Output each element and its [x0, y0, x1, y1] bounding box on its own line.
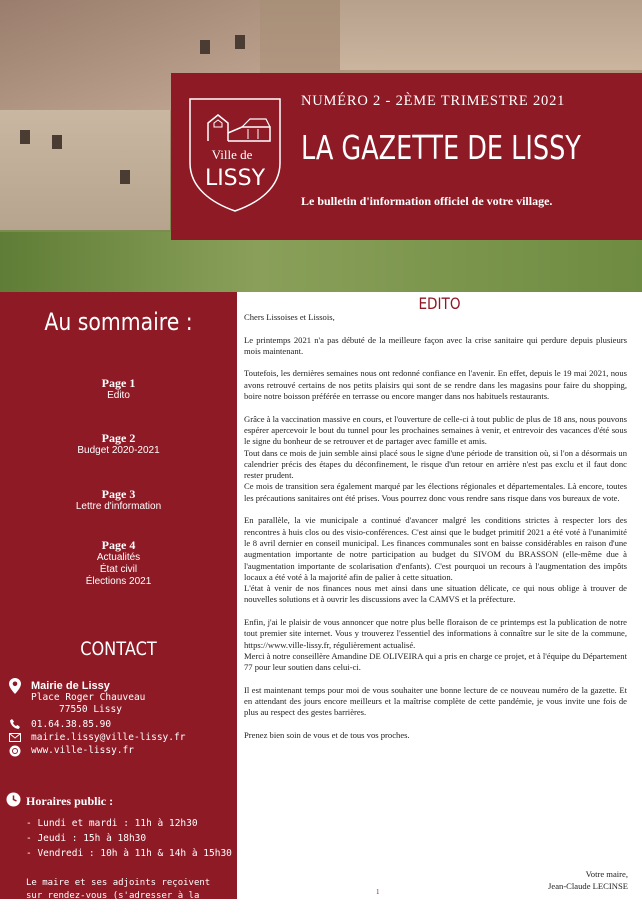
contact-title: CONTACT — [80, 638, 157, 660]
contact-email[interactable]: mairie.lissy@ville-lissy.fr — [31, 732, 186, 743]
photo-window — [200, 40, 210, 54]
toc-item: Actualités — [96, 552, 141, 563]
paragraph: L'état à venir de nos finances nous met ainsi dans une situation délicate, ce qui nous oblige à trouver de nouvelles solutions et à ouvrir les discussions avec la CAMVS et la préfecture. — [244, 583, 627, 605]
photo-wall — [0, 110, 170, 230]
appointment-note: Le maire et ses adjoints reçoivent sur rendez-vous (s'adresser à la secrétaire). — [26, 878, 211, 914]
greeting: Chers Lissoises et Lissois, — [244, 312, 335, 322]
gazette-title: LA GAZETTE DE LISSY — [301, 128, 581, 167]
village-logo — [186, 93, 284, 213]
address-line: 77550 Lissy — [59, 704, 122, 715]
paragraph: Prenez bien soin de vous et de tous vos proches. — [244, 729, 410, 740]
signature-line: Votre maire, — [585, 869, 628, 879]
gazette-subtitle: Le bulletin d'information officiel de votre village. — [301, 194, 553, 208]
toc-page: Page 4 — [101, 538, 136, 552]
paragraph: Le printemps 2021 n'a pas débuté de la meilleure façon avec la crise sanitaire qui perdure depuis plusieurs mois maintenant. — [244, 334, 627, 356]
paragraph: En parallèle, la vie municipale a continué d'avancer malgré les conditions strictes à respecter lors des rencontres à huis clos ou des visio-conférences. C'est ainsi que le budget primitif 2021 a été voté à l'unanimité le 8 avril dernier en conseil municipal. Les finances communales sont en baisse considérables en raison d'une augmentation importante de notre participation au budget du SIVOM du BRASSON (elle-même due à l'augmentation importante de scolarisation d'enfants). C'est pourquoi un recours à l'augmentation des impôts locaux a été voté à la majorité afin de palier à cette situation. — [244, 515, 627, 582]
toc-entry — [0, 431, 237, 457]
photo-window — [235, 35, 245, 49]
edito-article — [244, 312, 627, 753]
masthead — [171, 73, 642, 240]
photo-window — [20, 130, 30, 144]
hours-line: - Vendredi : 10h à 11h & 14h à 15h30 — [26, 848, 232, 859]
hours-line: - Jeudi : 15h à 18h30 — [26, 833, 147, 844]
toc-page: Page 1 — [101, 376, 136, 390]
toc-item: Élections 2021 — [85, 576, 152, 587]
globe-icon — [9, 745, 21, 757]
edito-title: EDITO — [418, 294, 461, 313]
paragraph: Enfin, j'ai le plaisir de vous annoncer que notre plus belle floraison de ce printemps est la publication de notre tout premier site internet. Vous y trouverez l'essentiel des informations à connaître sur le site de la commune, https://www.ville-lissy.fr, régulièrement actualisé. — [244, 617, 627, 650]
address-line: Place Roger Chauveau — [31, 692, 146, 703]
summary-title: Au sommaire : — [44, 308, 193, 336]
toc-entry — [0, 538, 237, 588]
clock-icon — [6, 792, 21, 807]
toc-entry — [0, 487, 237, 513]
issue-label: NUMÉRO 2 - 2ÈME TRIMESTRE 2021 — [301, 93, 566, 109]
logo-small-text: Ville de — [211, 147, 253, 162]
paragraph: Merci à notre conseillère Amandine DE OLIVEIRA qui a pris en charge ce projet, et à l'équipe du Département 77 pour leur soutien dans celui-ci. — [244, 650, 627, 673]
mail-icon — [9, 733, 21, 742]
paragraph: Grâce à la vaccination massive en cours, et l'ouverture de celle-ci à tout public de plus de 18 ans, nous pouvons espérer apercevoir le bout du tunnel pour les prochaines semaines à venir, et entrevoir des vacances d'été sous le signe du bonheur de se retrouver et de partager avec famille et amis. — [244, 413, 627, 447]
paragraph: Il est maintenant temps pour moi de vous souhaiter une bonne lecture de ce nouveau numéro de la gazette. Et en attendant des jours encore meilleurs et la maîtrise complète de cette pandémie, je vous invite une fois de plus au respect des gestes barrières. — [244, 684, 627, 718]
contact-website[interactable]: www.ville-lissy.fr — [31, 745, 134, 756]
toc-page: Page 2 — [101, 431, 136, 445]
contact-address — [31, 680, 145, 716]
toc-item: État civil — [99, 564, 138, 575]
photo-grass — [0, 232, 642, 292]
hours-title: Horaires public : — [26, 794, 114, 808]
phone-icon — [10, 719, 20, 729]
paragraph: Toutefois, les dernières semaines nous ont redonné confiance en l'avenir. En effet, depuis le 19 mai 2021, nous avons retrouvé certains de nos petits plaisirs qui sont de se rendre dans les magasins pour faire du shopping, boire notre boisson préférée en terrasse ou encore manger dans nos habituels restaurants. — [244, 368, 627, 402]
toc-item: Budget 2020-2021 — [77, 445, 160, 456]
sidebar — [0, 292, 237, 914]
photo-roof — [340, 0, 642, 70]
signature-name: Jean-Claude LECINSE — [548, 881, 628, 891]
logo-big-text: LISSY — [204, 166, 266, 191]
contact-name: Mairie de Lissy — [31, 680, 110, 692]
shield-icon — [186, 93, 284, 213]
paragraph: Tout dans ce mois de juin semble ainsi placé sous le signe d'une période de transition où, si l'on a désormais un calendrier précis des étapes du déconfinement, le risque d'un retour en arrière n'est pas exclu et il faut donc rester prudent. — [244, 447, 627, 481]
hours-line: - Lundi et mardi : 11h à 12h30 — [26, 818, 198, 829]
location-pin-icon — [9, 678, 21, 694]
hours-list — [26, 816, 232, 861]
signature — [470, 868, 628, 892]
photo-window — [120, 170, 130, 184]
toc-entry — [0, 376, 237, 402]
toc-item: Edito — [107, 390, 130, 401]
contact-phone[interactable]: 01.64.38.85.90 — [31, 719, 112, 730]
photo-window — [52, 135, 62, 149]
paragraph: Ce mois de transition sera également marqué par les élections régionales et départementales. Là encore, toutes les précautions sanitaires ont été prises. Vous pourrez donc vous rendre sans risque dans vos bureaux de vote. — [244, 481, 627, 503]
page-number: 1 — [376, 888, 380, 896]
toc-item: Lettre d'information — [75, 501, 162, 512]
toc-page: Page 3 — [101, 487, 136, 501]
